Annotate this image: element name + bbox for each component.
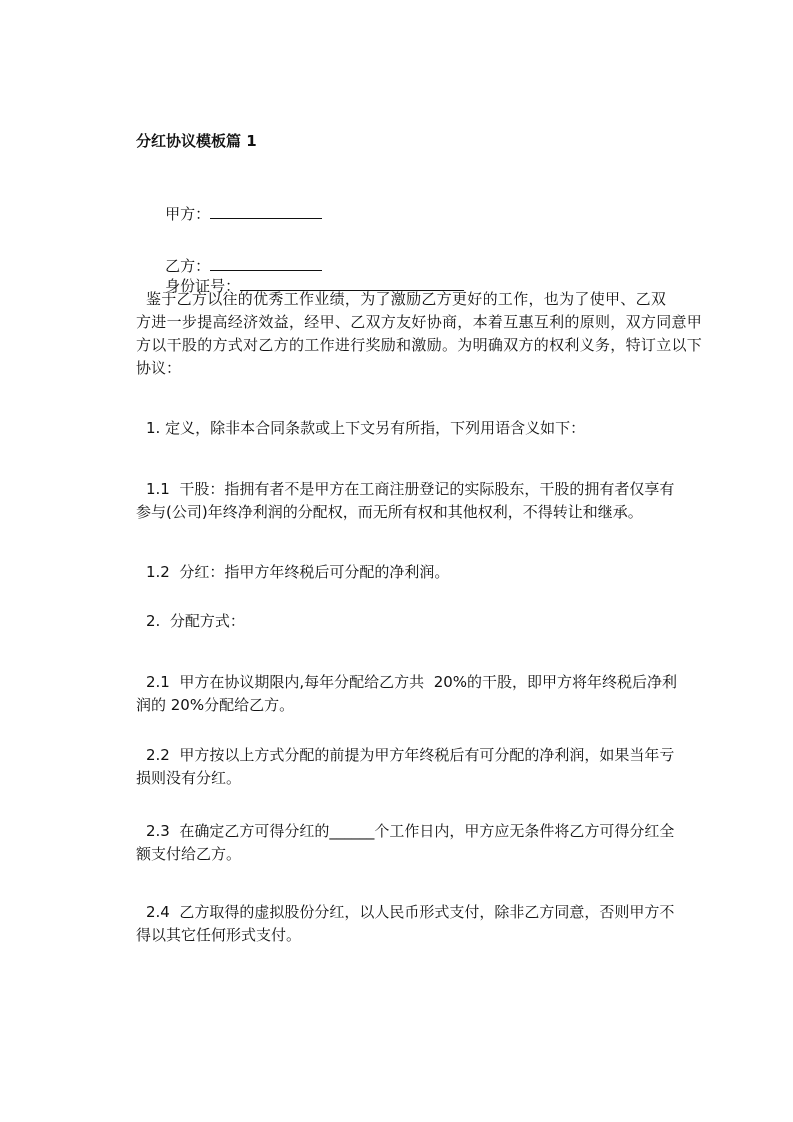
text-line: 损则没有分红。 [136,769,242,787]
document-title: 分红协议模板篇 1 [136,132,257,150]
clause-2: 2. 分配方式： [146,612,245,630]
text-line: 鉴于乙方以往的优秀工作业绩，为了激励乙方更好的工作，也为了使甲、乙双 [146,290,667,308]
text-line: 方以干股的方式对乙方的工作进行奖励和激励。为明确双方的权利义务，特订立以下 [136,336,703,354]
party-b-label: 乙方： [165,257,211,275]
id-number-label: 身份证号： [165,277,241,295]
text-line: 2.1 甲方在协议期限内,每年分配给乙方共 20%的干股，即甲方将年终税后净利 [146,673,678,691]
text-line: 参与(公司)年终净利润的分配权，而无所有权和其他权利，不得转让和继承。 [136,503,643,521]
text-line: 协议： [136,359,182,377]
party-a-field [146,184,322,244]
party-a-blank[interactable] [210,204,322,219]
text-line: 2.4 乙方取得的虚拟股份分红，以人民币形式支付，除非乙方同意，否则甲方不 [146,903,675,921]
party-b-blank[interactable] [210,256,322,271]
text-line: 1.1 干股：指拥有者不是甲方在工商注册登记的实际股东，干股的拥有者仅享有 [146,480,675,498]
party-a-label: 甲方： [165,205,211,223]
text-line: 得以其它任何形式支付。 [136,926,302,944]
text-line: 2.2 甲方按以上方式分配的前提为甲方年终税后有可分配的净利润，如果当年亏 [146,746,675,764]
text-line: 2.3 在确定乙方可得分红的______个工作日内，甲方应无条件将乙方可得分红全 [146,822,675,840]
clause-1: 1. 定义，除非本合同条款或上下文另有所指，下列用语含义如下： [146,419,586,437]
text-line: 润的 20%分配给乙方。 [136,696,295,714]
text-line: 方进一步提高经济效益，经甲、乙双方友好协商，本着互惠互利的原则，双方同意甲 [136,313,703,331]
text-line: 额支付给乙方。 [136,845,242,863]
clause-1-2: 1.2 分红：指甲方年终税后可分配的净利润。 [146,563,450,581]
